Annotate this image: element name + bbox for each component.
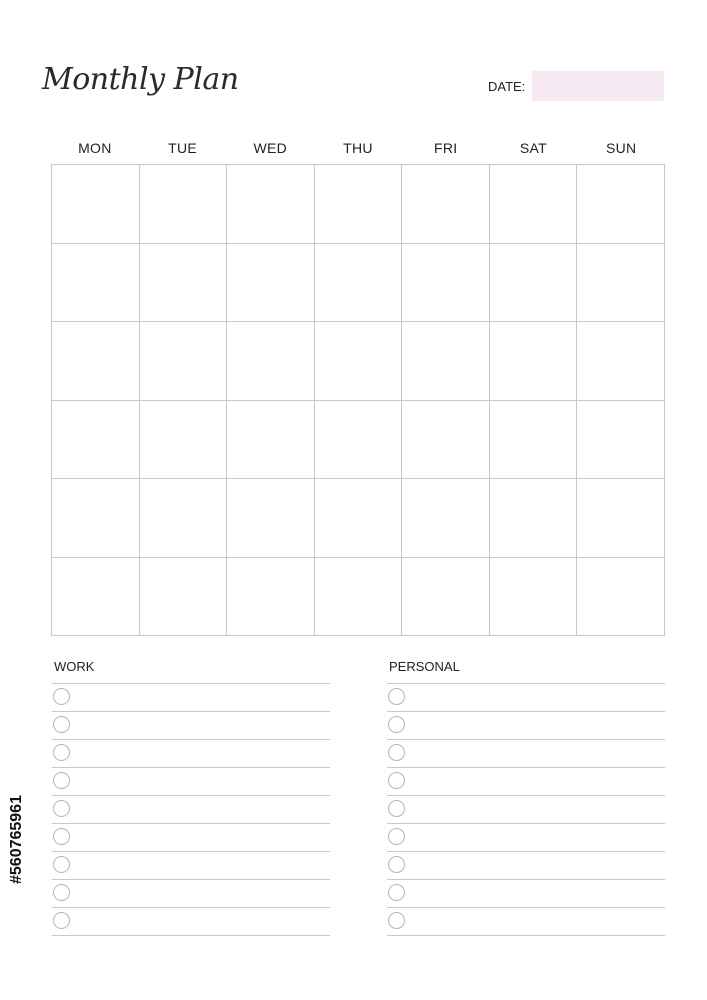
calendar-cell[interactable] xyxy=(402,165,490,244)
checkbox-circle-icon[interactable] xyxy=(388,716,405,733)
checkbox-circle-icon[interactable] xyxy=(53,744,70,761)
calendar-cell[interactable] xyxy=(490,558,578,637)
calendar-cell[interactable] xyxy=(227,244,315,323)
calendar-cell[interactable] xyxy=(227,165,315,244)
calendar-cell[interactable] xyxy=(577,322,665,401)
calendar-cell[interactable] xyxy=(402,322,490,401)
weekday-tue: TUE xyxy=(168,140,198,156)
calendar-cell[interactable] xyxy=(315,244,403,323)
personal-list-row[interactable] xyxy=(387,852,665,880)
date-input[interactable] xyxy=(532,71,664,101)
work-list-row[interactable] xyxy=(52,908,330,936)
checkbox-circle-icon[interactable] xyxy=(53,828,70,845)
date-label: DATE: xyxy=(488,79,526,94)
calendar-cell[interactable] xyxy=(315,401,403,480)
checkbox-circle-icon[interactable] xyxy=(53,856,70,873)
calendar-cell[interactable] xyxy=(52,244,140,323)
calendar-cell[interactable] xyxy=(140,322,228,401)
weekday-sun: SUN xyxy=(605,140,637,156)
weekday-sat: SAT xyxy=(519,140,547,156)
checkbox-circle-icon[interactable] xyxy=(388,800,405,817)
personal-list-row[interactable] xyxy=(387,740,665,768)
checkbox-circle-icon[interactable] xyxy=(388,828,405,845)
checkbox-circle-icon[interactable] xyxy=(388,884,405,901)
personal-list-row[interactable] xyxy=(387,712,665,740)
calendar-cell[interactable] xyxy=(490,322,578,401)
checkbox-circle-icon[interactable] xyxy=(388,688,405,705)
checkbox-circle-icon[interactable] xyxy=(388,912,405,929)
calendar-cell[interactable] xyxy=(577,558,665,637)
work-list-row[interactable] xyxy=(52,880,330,908)
calendar-cell[interactable] xyxy=(315,479,403,558)
calendar-cell[interactable] xyxy=(402,479,490,558)
calendar-cell[interactable] xyxy=(140,479,228,558)
checkbox-circle-icon[interactable] xyxy=(53,912,70,929)
calendar-cell[interactable] xyxy=(140,244,228,323)
checkbox-circle-icon[interactable] xyxy=(388,772,405,789)
calendar-cell[interactable] xyxy=(577,244,665,323)
stock-id: #560765961 xyxy=(8,795,25,885)
work-list-row[interactable] xyxy=(52,740,330,768)
calendar-cell[interactable] xyxy=(315,165,403,244)
calendar-cell[interactable] xyxy=(490,401,578,480)
calendar-cell[interactable] xyxy=(52,558,140,637)
calendar-cell[interactable] xyxy=(227,401,315,480)
calendar-cell[interactable] xyxy=(402,401,490,480)
personal-list-row[interactable] xyxy=(387,880,665,908)
work-list-title: WORK xyxy=(52,658,330,684)
calendar-cell[interactable] xyxy=(140,165,228,244)
calendar-cell[interactable] xyxy=(140,401,228,480)
personal-list-row[interactable] xyxy=(387,824,665,852)
personal-list-row[interactable] xyxy=(387,796,665,824)
weekday-header xyxy=(51,140,665,156)
work-list-row[interactable] xyxy=(52,712,330,740)
checkbox-circle-icon[interactable] xyxy=(53,800,70,817)
personal-list-title: PERSONAL xyxy=(387,658,665,684)
calendar-cell[interactable] xyxy=(227,322,315,401)
calendar-cell[interactable] xyxy=(315,558,403,637)
calendar-cell[interactable] xyxy=(227,479,315,558)
calendar-cell[interactable] xyxy=(577,165,665,244)
calendar-cell[interactable] xyxy=(52,401,140,480)
work-list-row[interactable] xyxy=(52,684,330,712)
work-list-row[interactable] xyxy=(52,824,330,852)
personal-list-row[interactable] xyxy=(387,684,665,712)
personal-list xyxy=(387,658,665,936)
calendar-cell[interactable] xyxy=(52,322,140,401)
weekday-fri: FRI xyxy=(434,140,458,156)
work-list-row[interactable] xyxy=(52,796,330,824)
weekday-wed: WED xyxy=(253,140,288,156)
calendar-grid xyxy=(51,164,665,636)
work-list-row[interactable] xyxy=(52,852,330,880)
checkbox-circle-icon[interactable] xyxy=(53,884,70,901)
checkbox-circle-icon[interactable] xyxy=(53,688,70,705)
calendar-cell[interactable] xyxy=(140,558,228,637)
calendar-cell[interactable] xyxy=(490,479,578,558)
personal-list-row[interactable] xyxy=(387,908,665,936)
checkbox-circle-icon[interactable] xyxy=(388,744,405,761)
calendar-cell[interactable] xyxy=(227,558,315,637)
work-list xyxy=(52,658,330,936)
calendar-cell[interactable] xyxy=(490,244,578,323)
checkbox-circle-icon[interactable] xyxy=(53,772,70,789)
work-list-row[interactable] xyxy=(52,768,330,796)
calendar-cell[interactable] xyxy=(577,479,665,558)
weekday-thu: THU xyxy=(343,140,373,156)
calendar-cell[interactable] xyxy=(315,322,403,401)
personal-list-row[interactable] xyxy=(387,768,665,796)
calendar-cell[interactable] xyxy=(402,244,490,323)
weekday-mon: MON xyxy=(78,140,112,156)
calendar-cell[interactable] xyxy=(577,401,665,480)
checkbox-circle-icon[interactable] xyxy=(53,716,70,733)
calendar-cell[interactable] xyxy=(52,479,140,558)
calendar-cell[interactable] xyxy=(52,165,140,244)
calendar-cell[interactable] xyxy=(402,558,490,637)
page-title: Monthly Plan xyxy=(42,62,239,97)
checkbox-circle-icon[interactable] xyxy=(388,856,405,873)
calendar-cell[interactable] xyxy=(490,165,578,244)
